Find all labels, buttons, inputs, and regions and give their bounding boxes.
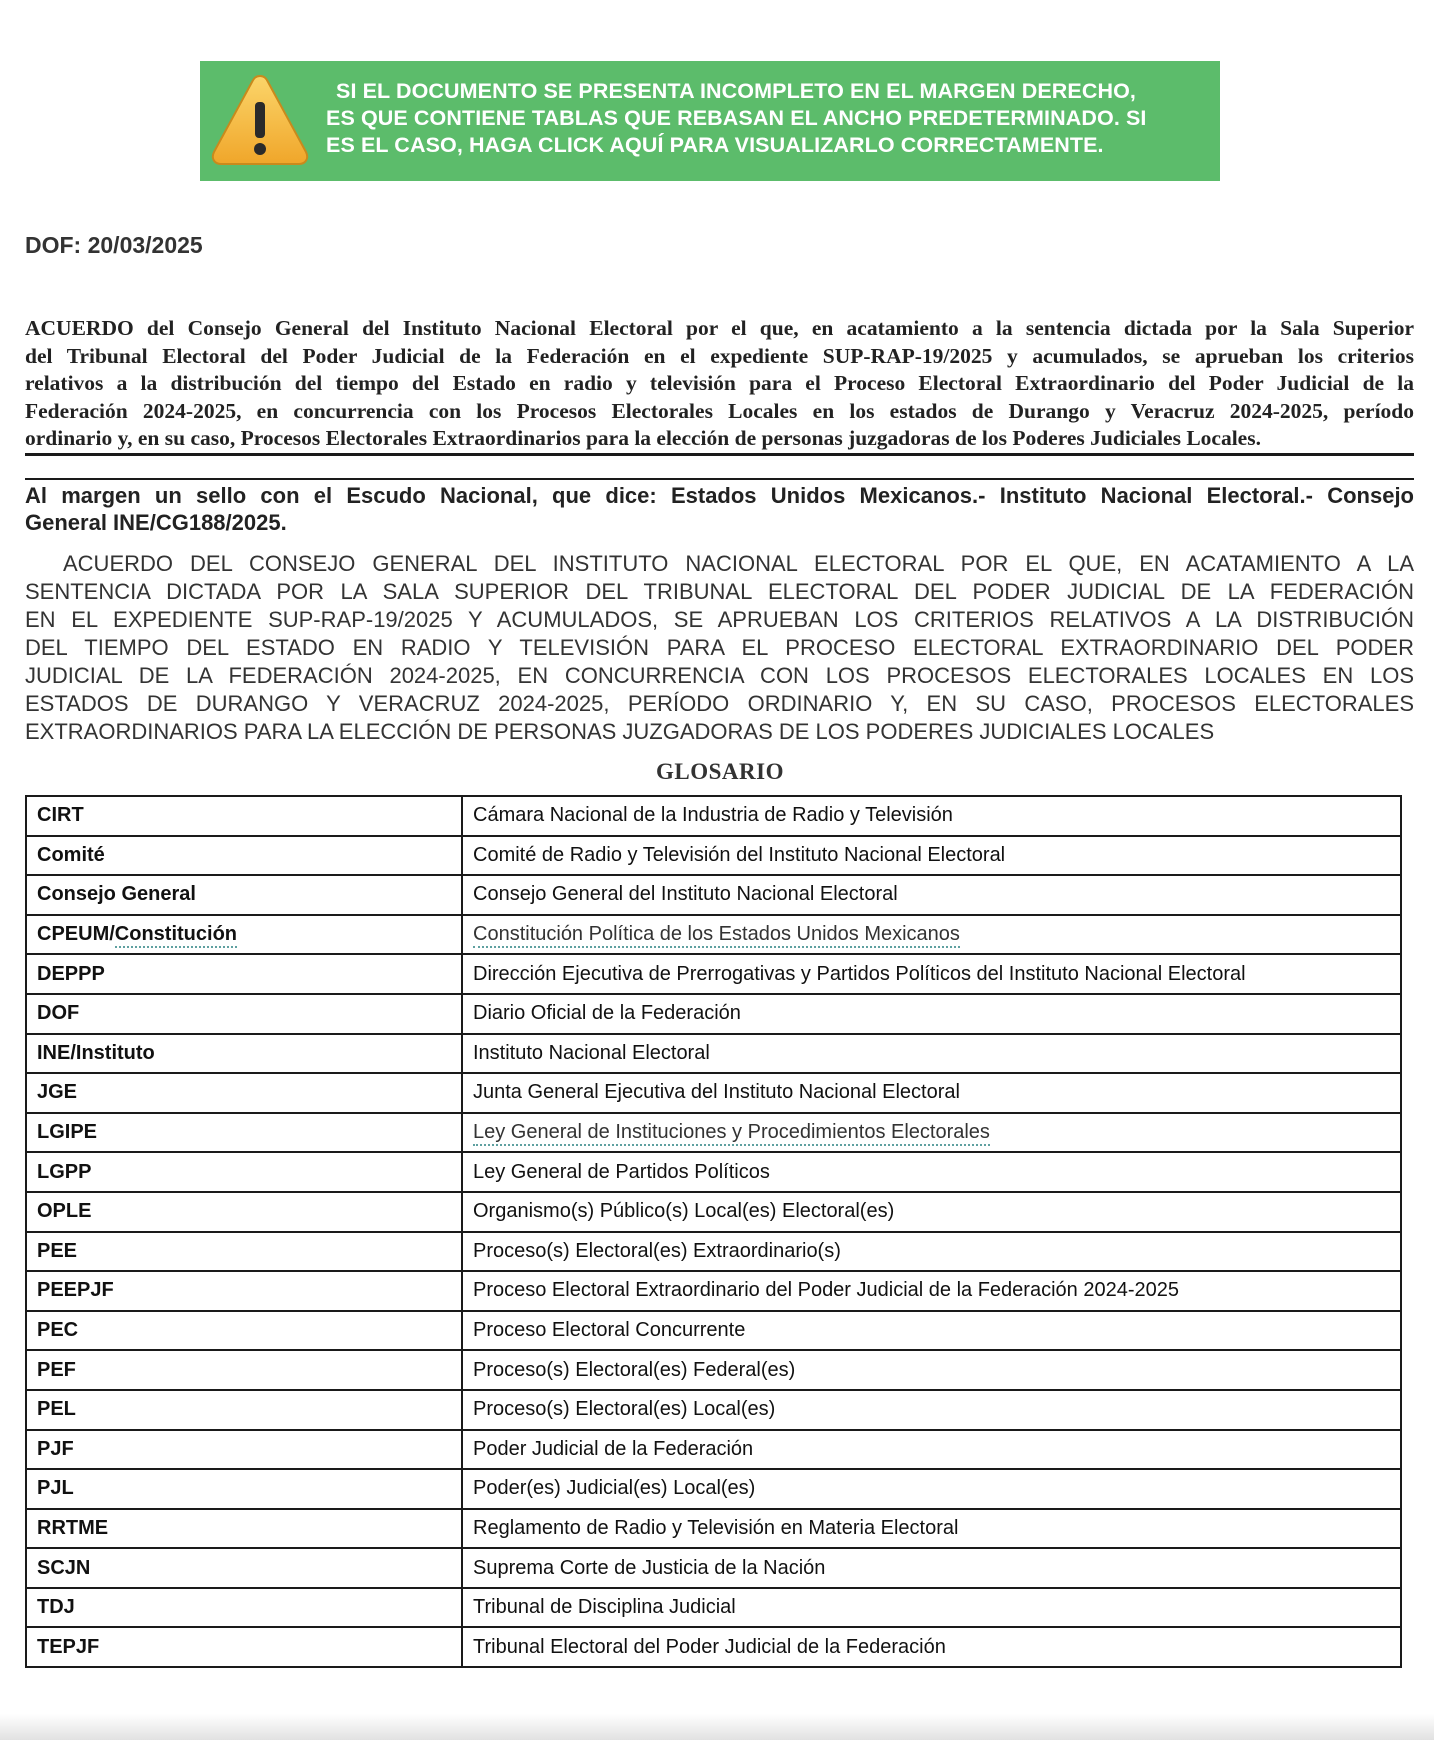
glossary-definition: Poder Judicial de la Federación [473, 1437, 754, 1460]
glossary-term: TDJ [37, 1596, 75, 1619]
agreement-line: SENTENCIA DICTADA POR LA SALA SUPERIOR DEL TRIBUNAL ELECTORAL DEL PODER JUDICIAL DE LA FEDERACIÓN [25, 579, 1414, 604]
glossary-definition: Tribunal Electoral del Poder Judicial de la Federación [473, 1635, 946, 1658]
agreement-line: ESTADOS DE DURANGO Y VERACRUZ 2024-2025, PERÍODO ORDINARIO Y, EN SU CASO, PROCESOS ELECTORALES [25, 691, 1414, 716]
glossary-term-cell [26, 1350, 462, 1390]
glossary-term-cell [26, 994, 462, 1034]
notice-line: ES QUE CONTIENE TABLAS QUE REBASAN EL ANCHO PREDETERMINADO. SI [326, 106, 1147, 130]
glossary-definition-cell [462, 836, 1401, 876]
glossary-definition-cell [462, 1350, 1401, 1390]
glossary-definition-cell [462, 1232, 1401, 1272]
agreement-line: DEL TIEMPO DEL ESTADO EN RADIO Y TELEVISIÓN PARA EL PROCESO ELECTORAL EXTRAORDINARIO DEL PODER [25, 635, 1414, 660]
title-line: relativos a la distribución del tiempo del Estado en radio y televisión para el Proceso Electoral Extraordinario del Poder Judicial de la [25, 371, 1414, 396]
glossary-heading: GLOSARIO [656, 759, 784, 784]
glossary-definition: Proceso Electoral Concurrente [473, 1319, 746, 1342]
table-row [26, 994, 1401, 1034]
glossary-definition-cell [462, 915, 1401, 955]
table-row [26, 836, 1401, 876]
glossary-definition: Proceso(s) Electoral(es) Extraordinario(s) [473, 1239, 841, 1262]
glossary-term: LGPP [37, 1160, 92, 1183]
glossary-term-cell [26, 1192, 462, 1232]
glossary-term-cell [26, 915, 462, 955]
glossary-term: PEL [37, 1398, 76, 1421]
warning-triangle-icon [210, 72, 310, 168]
title-line: ACUERDO del Consejo General del Instituto Nacional Electoral por el que, en acatamiento a la sentencia dictada por la Sala Superior [25, 316, 1414, 340]
glossary-definition-cell [462, 1311, 1401, 1351]
table-row [26, 1350, 1401, 1390]
glossary-term-cell [26, 796, 462, 836]
glossary-definition-cell [462, 1548, 1401, 1588]
table-row [26, 1271, 1401, 1311]
glossary-term: RRTME [37, 1516, 109, 1539]
glossary-definition: Proceso(s) Electoral(es) Federal(es) [473, 1358, 796, 1381]
glossary-definition: Diario Oficial de la Federación [473, 1002, 741, 1025]
glossary-definition-cell [462, 1073, 1401, 1113]
glossary-term-cell [26, 1034, 462, 1074]
glossary-term: DOF [37, 1002, 80, 1025]
table-row [26, 1588, 1401, 1628]
glossary-definition-cell [462, 1390, 1401, 1430]
notice-line: SI EL DOCUMENTO SE PRESENTA INCOMPLETO EN EL MARGEN DERECHO, [336, 79, 1136, 103]
glossary-definition: Reglamento de Radio y Televisión en Materia Electoral [473, 1516, 959, 1539]
glossary-definition-cell [462, 1271, 1401, 1311]
glossary-definition: Proceso(s) Electoral(es) Local(es) [473, 1398, 776, 1421]
glossary-term: CIRT [37, 804, 84, 827]
glossary-term-cell [26, 1152, 462, 1192]
table-row [26, 1430, 1401, 1470]
table-row [26, 1073, 1401, 1113]
glossary-term: DEPPP [37, 962, 105, 985]
glossary-definition-cell [462, 875, 1401, 915]
notice-text[interactable] [326, 78, 1206, 159]
glossary-term-link[interactable]: Constitución [115, 923, 237, 948]
table-row [26, 796, 1401, 836]
glossary-term-cell [26, 1469, 462, 1509]
glossary-definition: Organismo(s) Público(s) Local(es) Electoral(es) [473, 1200, 895, 1223]
glossary-definition: Suprema Corte de Justicia de la Nación [473, 1556, 826, 1579]
table-row [26, 1232, 1401, 1272]
glossary-term: JGE [37, 1081, 78, 1104]
glossary-term: PJF [37, 1437, 74, 1460]
glossary-definition: Ley General de Partidos Políticos [473, 1160, 770, 1183]
glossary-term-cell [26, 875, 462, 915]
incomplete-document-notice[interactable] [200, 61, 1220, 181]
glossary-definition: Junta General Ejecutiva del Instituto Nacional Electoral [473, 1081, 960, 1104]
seal-line: General INE/CG188/2025. [25, 510, 287, 535]
glossary-definition-cell [462, 1469, 1401, 1509]
title-line: Federación 2024-2025, en concurrencia con los Procesos Electorales Locales en los estados de Durango y Veracruz 2024-2025, período [25, 398, 1414, 423]
glossary-definition-cell [462, 1509, 1401, 1549]
glossary-definition: Consejo General del Instituto Nacional Electoral [473, 883, 898, 906]
agreement-line: EXTRAORDINARIOS PARA LA ELECCIÓN DE PERSONAS JUZGADORAS DE LOS PODERES JUDICIALES LOCALES [25, 719, 1215, 744]
glossary-term: Consejo General [37, 883, 196, 906]
table-row [26, 1390, 1401, 1430]
glossary-definition: Comité de Radio y Televisión del Instituto Nacional Electoral [473, 843, 1006, 866]
glossary-term-cell [26, 1627, 462, 1667]
glossary-definition-cell [462, 1113, 1401, 1153]
glossary-term-cell [26, 836, 462, 876]
glossary-definition-cell [462, 994, 1401, 1034]
glossary-definition-cell [462, 1430, 1401, 1470]
glossary-definition-cell [462, 796, 1401, 836]
glossary-term-cell [26, 1113, 462, 1153]
seal-paragraph [25, 482, 1414, 536]
glossary-definition-cell [462, 1034, 1401, 1074]
glossary-definition: Instituto Nacional Electoral [473, 1041, 710, 1064]
table-row [26, 1627, 1401, 1667]
table-row [26, 1192, 1401, 1232]
glossary-term-cell [26, 954, 462, 994]
glossary-definition-cell [462, 954, 1401, 994]
seal-line: Al margen un sello con el Escudo Nacional, que dice: Estados Unidos Mexicanos.- Instituto Nacional Electoral.- Consejo [25, 483, 1414, 508]
glossary-term: PEF [37, 1358, 76, 1381]
title-underline [25, 453, 1414, 456]
glossary-term: CPEUM/ [37, 923, 115, 946]
page-bottom-shadow [0, 1714, 1434, 1740]
title-line: del Tribunal Electoral del Poder Judicial de la Federación en el expediente SUP-RAP-19/2025 y acumulados, se aprueban los criterios [25, 343, 1414, 368]
glossary-term-cell [26, 1232, 462, 1272]
agreement-line: ACUERDO DEL CONSEJO GENERAL DEL INSTITUTO NACIONAL ELECTORAL POR EL QUE, EN ACATAMIENTO A LA [63, 551, 1414, 576]
table-row [26, 875, 1401, 915]
glossary-term: LGIPE [37, 1121, 98, 1144]
glossary-term-cell [26, 1271, 462, 1311]
agreement-line: JUDICIAL DE LA FEDERACIÓN 2024-2025, EN CONCURRENCIA CON LOS PROCESOS ELECTORALES LOCALES EN LOS [25, 663, 1414, 688]
table-row [26, 1548, 1401, 1588]
table-row [26, 954, 1401, 994]
glossary-term: PJL [37, 1477, 74, 1500]
table-row [26, 1509, 1401, 1549]
table-row [26, 1034, 1401, 1074]
table-row [26, 1113, 1401, 1153]
glossary-term: PEEPJF [37, 1279, 114, 1302]
glossary-definition-link[interactable]: Constitución Política de los Estados Unidos Mexicanos [473, 923, 960, 948]
glossary-term-cell [26, 1548, 462, 1588]
glossary-definition-cell [462, 1627, 1401, 1667]
glossary-table [25, 795, 1402, 1668]
glossary-definition: Proceso Electoral Extraordinario del Poder Judicial de la Federación 2024-2025 [473, 1279, 1179, 1302]
table-row [26, 1311, 1401, 1351]
glossary-definition-link[interactable]: Ley General de Instituciones y Procedimientos Electorales [473, 1121, 990, 1146]
agreement-line: EN EL EXPEDIENTE SUP-RAP-19/2025 Y ACUMULADOS, SE APRUEBAN LOS CRITERIOS RELATIVOS A LA DISTRIBUCIÓN [25, 607, 1414, 632]
glossary-term: INE/Instituto [37, 1041, 155, 1064]
document-title [25, 315, 1414, 453]
table-row [26, 915, 1401, 955]
glossary-term-cell [26, 1390, 462, 1430]
notice-line: ES EL CASO, HAGA CLICK AQUÍ PARA VISUALIZARLO CORRECTAMENTE. [326, 133, 1104, 157]
glossary-term-cell [26, 1509, 462, 1549]
dof-date: DOF: 20/03/2025 [25, 232, 203, 258]
glossary-term: Comité [37, 843, 105, 866]
table-row [26, 1152, 1401, 1192]
glossary-definition: Tribunal de Disciplina Judicial [473, 1596, 736, 1619]
section-divider [25, 478, 1414, 480]
agreement-heading-paragraph [25, 550, 1414, 746]
glossary-term: SCJN [37, 1556, 91, 1579]
glossary-term: TEPJF [37, 1635, 100, 1658]
glossary-term: OPLE [37, 1200, 92, 1223]
glossary-term-cell [26, 1073, 462, 1113]
glossary-definition-cell [462, 1588, 1401, 1628]
glossary-term-cell [26, 1588, 462, 1628]
glossary-definition-cell [462, 1152, 1401, 1192]
table-row [26, 1469, 1401, 1509]
glossary-term: PEC [37, 1319, 79, 1342]
glossary-term: PEE [37, 1239, 78, 1262]
glossary-definition: Poder(es) Judicial(es) Local(es) [473, 1477, 756, 1500]
glossary-term-cell [26, 1430, 462, 1470]
glossary-definition: Dirección Ejecutiva de Prerrogativas y Partidos Políticos del Instituto Nacional Electoral [473, 962, 1246, 985]
glossary-definition-cell [462, 1192, 1401, 1232]
title-line: ordinario y, en su caso, Procesos Electorales Extraordinarios para la elección de personas juzgadoras de los Poderes Judiciales Locales. [25, 426, 1261, 451]
glossary-term-cell [26, 1311, 462, 1351]
glossary-definition: Cámara Nacional de la Industria de Radio y Televisión [473, 804, 953, 827]
